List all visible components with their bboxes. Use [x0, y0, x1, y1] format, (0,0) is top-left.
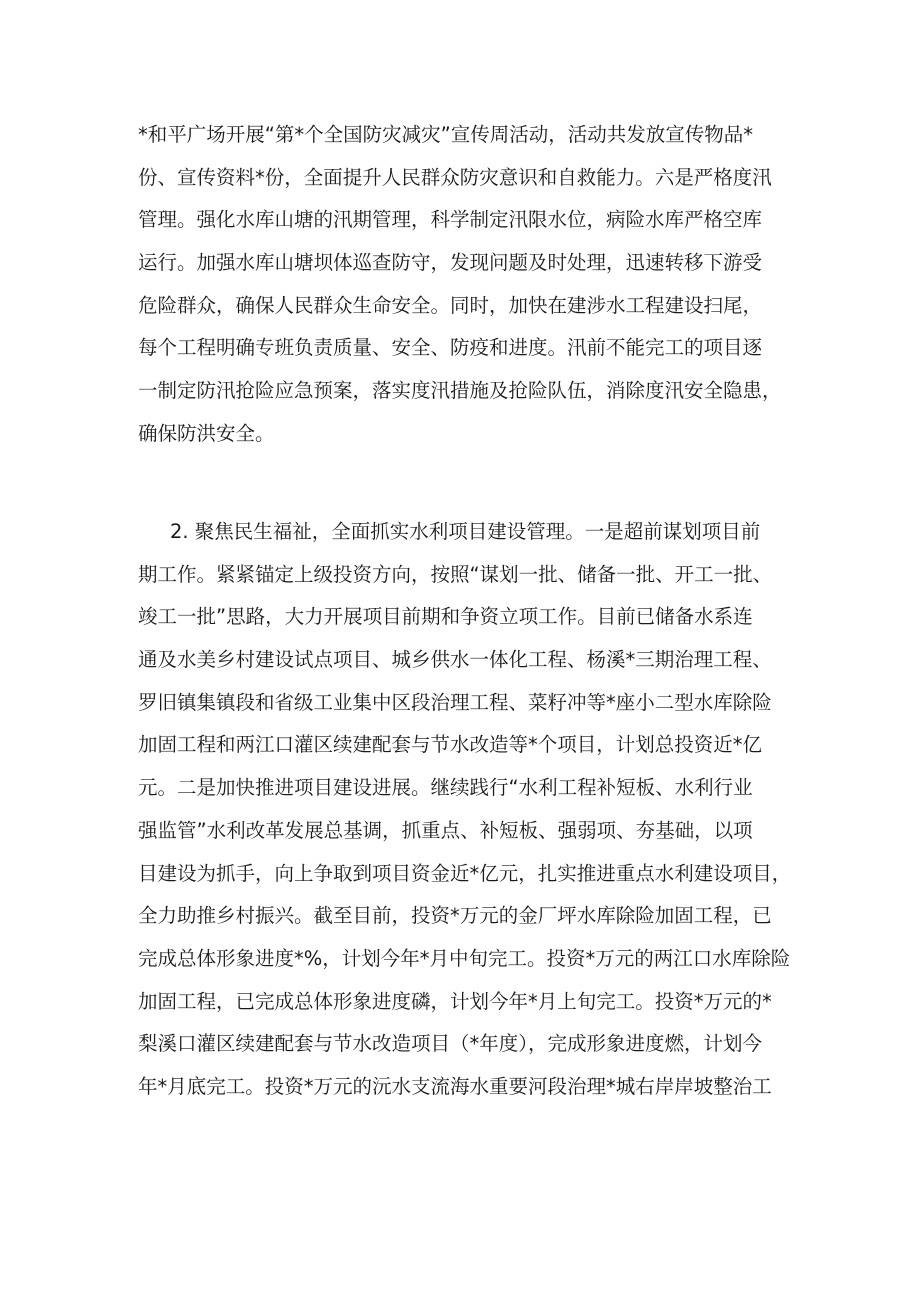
paragraph-line: 确保防洪安全。: [138, 421, 275, 445]
paragraph-line: 强监管”水利改革发展总基调，抓重点、补短板、强弱项、夯基础，以项: [138, 818, 753, 842]
paragraph-flood-management: [138, 114, 798, 456]
paragraph-line: 通及水美乡村建设试点项目、城乡供水一体化工程、杨溪*三期治理工程、: [138, 648, 772, 672]
paragraph-line: 竣工一批”思路，大力开展项目前期和争资立项工作。目前已储备水系连: [138, 605, 753, 629]
paragraph-line: 管理。强化水库山塘的汛期管理，科学制定汛限水位，病险水库严格空库: [138, 208, 763, 232]
paragraph-line: 期工作。紧紧锚定上级投资方向，按照“谋划一批、储备一批、开工一批、: [138, 562, 773, 586]
paragraph-line: *和平广场开展“第*个全国防灾减灾”宣传周活动，活动共发放宣传物品*: [138, 123, 753, 146]
paragraph-line: 每个工程明确专班负责质量、安全、防疫和进度。汛前不能完工的项目逐: [138, 336, 763, 360]
paragraph-line: 年*月底完工。投资*万元的沅水支流海水重要河段治理*城右岸岸坡整治工: [138, 1074, 772, 1098]
paragraph-line: 份、宣传资料*份，全面提升人民群众防灾意识和自救能力。六是严格度汛: [138, 165, 772, 189]
paragraph-line: 2. 聚焦民生福祉，全面抓实水利项目建设管理。一是超前谋划项目前: [170, 520, 761, 543]
paragraph-line: 罗旧镇集镇段和省级工业集中区段治理工程、菜籽冲等*座小二型水库除险: [138, 690, 772, 714]
paragraph-line: 完成总体形象进度*%，计划今年*月中旬完工。投资*万元的两江口水库除险: [138, 946, 791, 970]
paragraph-line: 加固工程和两江口灌区续建配套与节水改造等*个项目，计划总投资近*亿: [138, 733, 763, 757]
paragraph-project-construction: [138, 511, 798, 1109]
paragraph-line: 全力助推乡村振兴。截至目前，投资*万元的金厂坪水库除险加固工程，已: [138, 904, 772, 928]
paragraph-line: 梨溪口灌区续建配套与节水改造项目（*年度），完成形象进度燃，计划今: [138, 1032, 763, 1056]
paragraph-line: 元。二是加快推进项目建设进展。继续践行“水利工程补短板、水利行业: [138, 776, 753, 800]
paragraph-line: 目建设为抓手，向上争取到项目资金近*亿元，扎实推进重点水利建设项目，: [138, 861, 792, 885]
paragraph-line: 危险群众，确保人民群众生命安全。同时，加快在建涉水工程建设扫尾，: [138, 293, 763, 317]
paragraph-line: 加固工程，已完成总体形象进度磷，计划今年*月上旬完工。投资*万元的*: [138, 989, 772, 1013]
paragraph-line: 一制定防汛抢险应急预案，落实度汛措施及抢险队伍，消除度汛安全隐患，: [138, 379, 782, 403]
paragraph-line: 运行。加强水库山塘坝体巡查防守，发现问题及时处理，迅速转移下游受: [138, 251, 763, 275]
